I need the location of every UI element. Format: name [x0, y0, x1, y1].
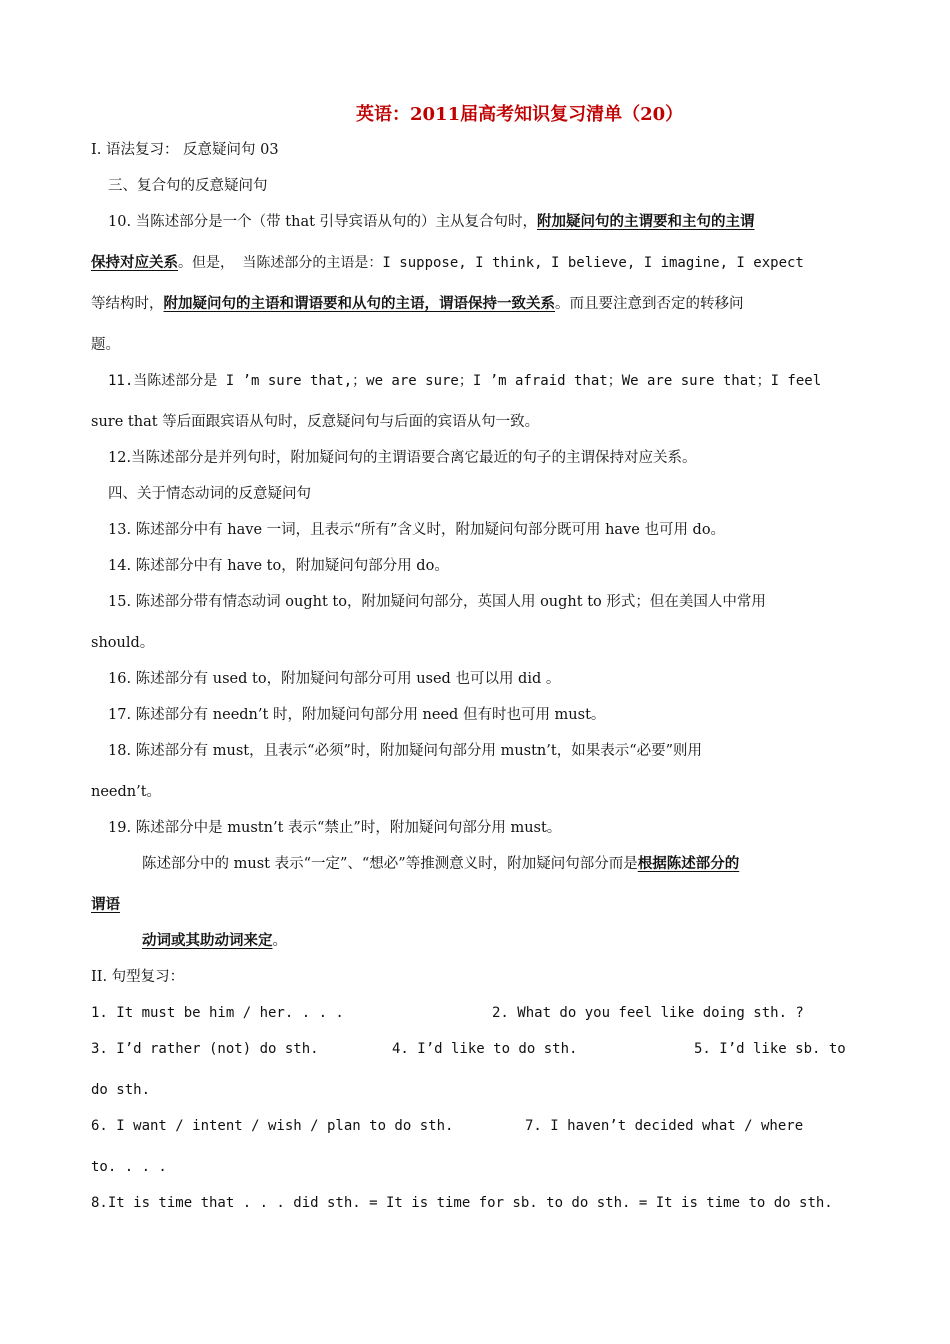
- pattern-5: 5. I’d like sb. to: [694, 1041, 846, 1057]
- item-10-line-3: [91, 294, 859, 314]
- document-title: 英语：2011届高考知识复习清单（20）: [356, 104, 684, 125]
- item-15-line-2: should。: [91, 635, 155, 651]
- pattern-2: 2. What do you feel like doing sth. ?: [492, 1005, 804, 1021]
- item-19-note-line-1: [142, 854, 739, 874]
- item-18-line-1: 18. 陈述部分有 must，且表示“必须”时，附加疑问句部分用 mustn’t，如果表示“必要”则用: [108, 743, 703, 759]
- item-19-note-line-3: [142, 931, 287, 951]
- item-10-text: 10. 当陈述部分是一个（带 that 引导宾语从句的）主从复合句时，: [108, 214, 538, 230]
- item-19: 19. 陈述部分中是 mustn’t 表示“禁止”时，附加疑问句部分用 must。: [108, 820, 562, 836]
- item-13: 13. 陈述部分中有 have 一词，且表示“所有”含义时，附加疑问句部分既可用 have 也可用 do。: [108, 522, 726, 538]
- item-19-note-text: 陈述部分中的 must 表示“一定”、“想必”等推测意义时，附加疑问句部分而是: [142, 856, 638, 872]
- item-15-line-1: 15. 陈述部分带有情态动词 ought to，附加疑问句部分，英国人用 ought to 形式；但在美国人中常用: [108, 594, 766, 610]
- item-10-line-2: [91, 253, 859, 273]
- item-10-subjects: 。但是， 当陈述部分的主语是：I suppose, I think, I believe, I imagine, I expect: [178, 255, 804, 271]
- pattern-6: 6. I want / intent / wish / plan to do sth.: [91, 1118, 454, 1134]
- subheading-modal-verbs: 四、关于情态动词的反意疑问句: [108, 486, 311, 502]
- section-heading-grammar: I. 语法复习： 反意疑问句 03: [91, 142, 279, 158]
- item-10-emphasis: 附加疑问句的主谓要和主句的主谓: [537, 213, 755, 230]
- pattern-4: 4. I’d like to do sth.: [392, 1041, 578, 1057]
- pattern-7-cont: to. . . .: [91, 1159, 167, 1175]
- pattern-7: 7. I haven’t decided what / where: [525, 1118, 804, 1134]
- subheading-compound-sentences: 三、复合句的反意疑问句: [108, 178, 268, 194]
- pattern-5-cont: do sth.: [91, 1082, 151, 1098]
- item-10-emphasis-2: 附加疑问句的主语和谓语要和从句的主语，谓语保持一致关系: [163, 295, 555, 312]
- item-10-line-1: [108, 212, 859, 232]
- item-10-emphasis-cont: 保持对应关系: [91, 254, 178, 271]
- item-19-note-emphasis: 根据陈述部分的: [637, 855, 740, 872]
- section-heading-patterns: II. 句型复习：: [91, 969, 185, 985]
- item-18-line-2: needn’t。: [91, 784, 162, 800]
- item-19-note-emphasis-2: 动词或其助动词来定: [142, 932, 273, 949]
- item-19-note-line-2: 谓语: [91, 896, 120, 913]
- item-11-line-2: sure that 等后面跟宾语从句时，反意疑问句与后面的宾语从句一致。: [91, 414, 540, 430]
- item-17: 17. 陈述部分有 needn’t 时，附加疑问句部分用 need 但有时也可用 must。: [108, 707, 606, 723]
- item-14: 14. 陈述部分中有 have to，附加疑问句部分用 do。: [108, 558, 449, 574]
- item-16: 16. 陈述部分有 used to，附加疑问句部分可用 used 也可以用 did 。: [108, 671, 561, 687]
- item-19-note-end: 。: [272, 933, 287, 949]
- item-10-line-4: 题。: [91, 337, 120, 353]
- pattern-3: 3. I’d rather (not) do sth.: [91, 1041, 319, 1057]
- item-10-text-2: 等结构时，: [91, 296, 164, 312]
- pattern-8: 8.It is time that . . . did sth. = It is time for sb. to do sth. = It is time to do sth.: [91, 1195, 833, 1211]
- item-10-text-3: 。而且要注意到否定的转移问: [555, 296, 744, 312]
- pattern-1: 1. It must be him / her. . . .: [91, 1005, 344, 1021]
- item-12: 12.当陈述部分是并列句时，附加疑问句的主谓语要合离它最近的句子的主谓保持对应关系。: [108, 450, 697, 466]
- item-11-line-1: 11.当陈述部分是 I ’m sure that,；we are sure；I ’m afraid that；We are sure that；I feel: [108, 373, 822, 389]
